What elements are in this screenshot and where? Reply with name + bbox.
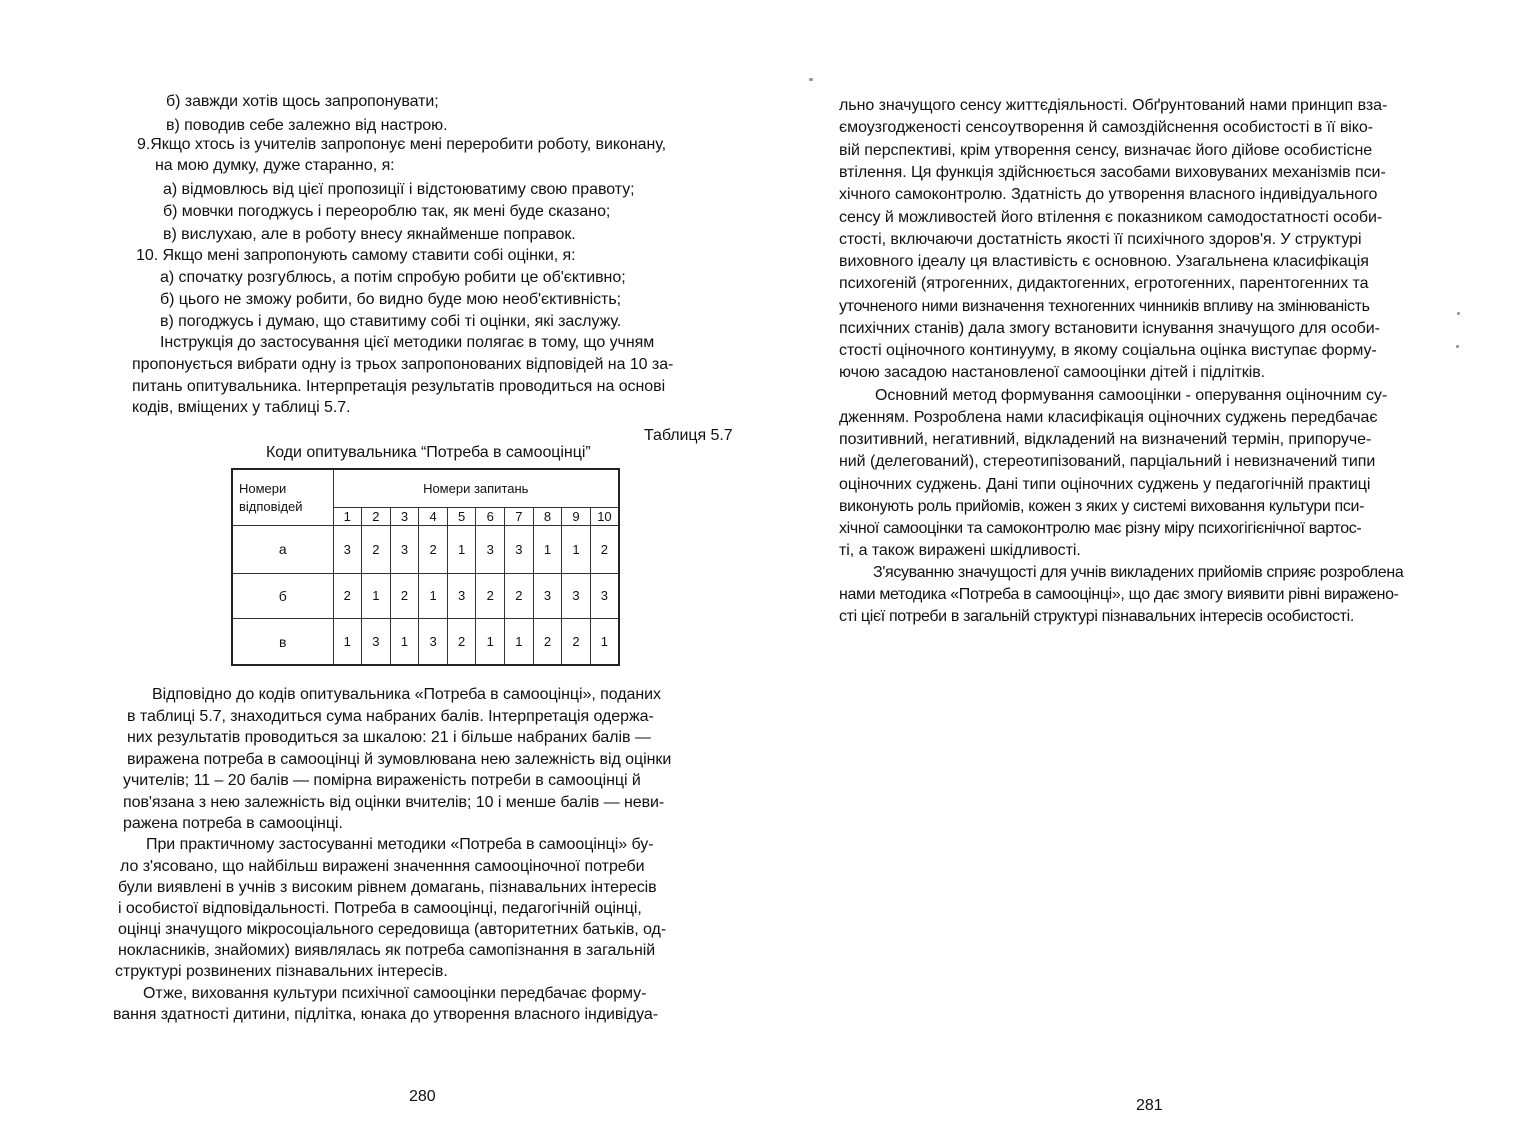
text-line: виражена потреба в самооцінці й зумовлювана нею залежність від оцінки xyxy=(127,751,672,768)
text-line: і особистої відповідальності. Потреба в самооцінці, педагогічній оцінці, xyxy=(118,900,642,917)
table-label: Таблиця 5.7 xyxy=(644,427,733,444)
table-cell: 1 xyxy=(390,619,419,666)
text-line: виконують роль прийомів, кожен з яких у системі виховання культури пси- xyxy=(839,498,1365,515)
text-line: а) відмовлюсь від цієї пропозиції і відстоюватиму свою правоту; xyxy=(163,181,635,198)
text-line: хічної самооцінки та самоконтролю має різну міру психогігієнічної вартос- xyxy=(839,520,1362,537)
text-line: ний (делегований), стереотипізований, парціальний і невизначений типи xyxy=(839,453,1376,470)
answer-label: в xyxy=(232,619,333,666)
question-number: 7 xyxy=(505,507,534,525)
text-line: сенсу й можливостей його втілення є показником самодостатності особи- xyxy=(839,209,1383,226)
text-line: кодів, вміщених у таблиці 5.7. xyxy=(132,399,351,416)
table-row xyxy=(232,619,619,666)
text-line: б) цього не зможу робити, бо видно буде мою необ'єктивність; xyxy=(160,291,622,308)
text-line: ло з'ясовано, що найбільш виражені значенння самооціночної потреби xyxy=(120,858,645,875)
question-number: 1 xyxy=(333,507,362,525)
table-header-row xyxy=(232,469,619,507)
text-line: них результатів проводиться за шкалою: 21 і більше набраних балів — xyxy=(127,729,651,746)
answer-label: а xyxy=(232,526,333,573)
text-line: психогеній (ятрогенних, дидактогенних, егротогенних, парентогенних та xyxy=(839,275,1369,292)
question-number: 4 xyxy=(419,507,448,525)
text-line: сті цієї потреби в загальній структурі пізнавальних інтересів особистості. xyxy=(839,608,1354,625)
question-number: 10 xyxy=(590,507,619,525)
codes-table xyxy=(231,468,620,666)
text-line: б) завжди хотів щось запропонувати; xyxy=(166,93,439,110)
text-line: дженням. Розроблена нами класифікація оціночних суджень передбачає xyxy=(839,409,1378,426)
text-line: в) поводив себе залежно від настрою. xyxy=(166,117,448,134)
text-line: а) спочатку розгублюсь, а потім спробую робити це об'єктивно; xyxy=(160,269,626,286)
text-line: ражена потреба в самооцінці. xyxy=(123,815,343,832)
text-line: стості, включаючи достатність якості її психічного здоров'я. У структурі xyxy=(839,231,1362,248)
table-cell: 2 xyxy=(562,619,591,666)
table-cell: 1 xyxy=(590,619,619,666)
question-number: 6 xyxy=(476,507,505,525)
table-cell: 1 xyxy=(362,573,391,618)
table-cell: 3 xyxy=(390,526,419,573)
text-line: 9.Якщо хтось із учителів запропонує мені переробити роботу, виконану, xyxy=(137,136,667,153)
table-cell: 1 xyxy=(419,573,448,618)
text-line: Відповідно до кодів опитувальника «Потреба в самооцінці», поданих xyxy=(152,686,662,703)
text-line: виховного ідеалу ця властивість є основною. Узагальнена класифікація xyxy=(839,253,1369,270)
text-line: Інструкція до застосування цієї методики полягає в тому, що учням xyxy=(160,334,655,351)
text-line: 10. Якщо мені запропонують самому ставити собі оцінки, я: xyxy=(136,247,576,264)
table-cell: 2 xyxy=(390,573,419,618)
page-number: 281 xyxy=(1136,1097,1163,1114)
text-line: втілення. Ця функція здійснюється засобами виховуваних механізмів пси- xyxy=(839,164,1386,181)
table-cell: 2 xyxy=(419,526,448,573)
table-cell: 1 xyxy=(333,619,362,666)
text-line: При практичному застосуванні методики «Потреба в самооцінці» бу- xyxy=(146,836,654,853)
text-line: нами методика «Потреба в самооцінці», що дає змогу виявити рівні виражено- xyxy=(839,586,1399,603)
scan-speck xyxy=(809,78,813,81)
table-row xyxy=(232,526,619,573)
table-cell: 2 xyxy=(362,526,391,573)
group-header: Номери запитань xyxy=(333,469,619,507)
table-row xyxy=(232,573,619,618)
corner-header: Номери відповідей xyxy=(232,469,333,526)
table-cell: 3 xyxy=(333,526,362,573)
table-cell: 3 xyxy=(447,573,476,618)
table-cell: 3 xyxy=(533,573,562,618)
question-number: 5 xyxy=(447,507,476,525)
table-cell: 2 xyxy=(533,619,562,666)
page-number: 280 xyxy=(409,1088,436,1105)
table-cell: 3 xyxy=(476,526,505,573)
text-line: на мою думку, дуже старанно, я: xyxy=(155,157,395,174)
question-number: 9 xyxy=(562,507,591,525)
text-line: позитивний, негативний, відкладений на визначений термін, припоруче- xyxy=(839,431,1372,448)
text-line: Основний метод формування самооцінки - оперування оціночним су- xyxy=(875,387,1388,404)
text-line: стості оціночного континууму, в якому соціальна оцінка виступає форму- xyxy=(839,342,1377,359)
table-cell: 3 xyxy=(419,619,448,666)
text-line: вання здатності дитини, підлітка, юнака до утворення власного індивідуа- xyxy=(113,1006,659,1023)
text-line: ючою засадою настановленої самооцінки дітей і підлітків. xyxy=(839,364,1266,381)
right-page xyxy=(770,0,1540,1137)
text-line: уточненого ними визначення техногенних чинників впливу на змінюваність xyxy=(839,298,1370,315)
question-number: 3 xyxy=(390,507,419,525)
table-cell: 3 xyxy=(362,619,391,666)
text-line: вій перспективі, крім утворення сенсу, визначає його дійове особистісне xyxy=(839,142,1373,159)
question-number: 2 xyxy=(362,507,391,525)
table-cell: 1 xyxy=(562,526,591,573)
text-line: хічного самоконтролю. Здатність до утворення власного індивідуального xyxy=(839,186,1378,203)
table-cell: 2 xyxy=(505,573,534,618)
text-line: пов'язана з нею залежність від оцінки вчителів; 10 і менше балів — неви- xyxy=(123,794,665,811)
table-cell: 1 xyxy=(447,526,476,573)
table-cell: 3 xyxy=(505,526,534,573)
scan-speck xyxy=(1456,345,1459,348)
text-line: питань опитувальника. Інтерпретація результатів проводиться на основі xyxy=(132,378,666,395)
scan-speck xyxy=(1457,312,1460,315)
text-line: були виявлені в учнів з високим рівнем домагань, пізнавальних інтересів xyxy=(118,879,657,896)
text-line: учителів; 11 – 20 балів — помірна вираженість потреби в самооцінці й xyxy=(123,772,641,789)
text-line: в) вислухаю, але в роботу внесу якнайменше поправок. xyxy=(163,226,576,243)
table-cell: 2 xyxy=(590,526,619,573)
text-line: пропонується вибрати одну із трьох запропонованих відповідей на 10 за- xyxy=(132,356,674,373)
text-line: Отже, виховання культури психічної самооцінки передбачає форму- xyxy=(143,985,647,1002)
text-line: в таблиці 5.7, знаходиться сума набраних балів. Інтерпретація одержа- xyxy=(127,708,654,725)
table-cell: 2 xyxy=(333,573,362,618)
table-cell: 1 xyxy=(505,619,534,666)
text-line: ємоузгодженості сенсоутворення й самоздійснення особистості в її віко- xyxy=(839,119,1374,136)
table-cell: 3 xyxy=(562,573,591,618)
answer-label: б xyxy=(232,573,333,618)
text-line: б) мовчки погоджусь і переороблю так, як мені буде сказано; xyxy=(163,203,611,220)
table-cell: 3 xyxy=(590,573,619,618)
table-title: Коди опитувальника “Потреба в самооцінці” xyxy=(266,444,591,461)
text-line: З'ясуванню значущості для учнів викладених прийомів сприяє розроблена xyxy=(873,564,1404,581)
text-line: психічних станів) дала змогу встановити існування значущого для особи- xyxy=(839,320,1380,337)
text-line: структурі розвинених пізнавальних інтересів. xyxy=(115,963,448,980)
text-line: в) погоджусь і думаю, що ставитиму собі ті оцінки, які заслужу. xyxy=(160,313,622,330)
question-number: 8 xyxy=(533,507,562,525)
text-line: ті, а також виражені шкідливості. xyxy=(839,542,1081,559)
text-line: льно значущого сенсу життєдіяльності. Обґрунтований нами принцип вза- xyxy=(839,97,1388,114)
text-line: нокласників, знайомих) виявлялась як потреба самопізнання в загальній xyxy=(118,942,656,959)
table-cell: 2 xyxy=(476,573,505,618)
table-cell: 2 xyxy=(447,619,476,666)
text-line: оціночних суджень. Дані типи оціночних суджень у педагогічній практиці xyxy=(839,476,1371,493)
text-line: оцінці значущого мікросоціального середовища (авторитетних батьків, од- xyxy=(118,921,667,938)
table-cell: 1 xyxy=(533,526,562,573)
table-cell: 1 xyxy=(476,619,505,666)
